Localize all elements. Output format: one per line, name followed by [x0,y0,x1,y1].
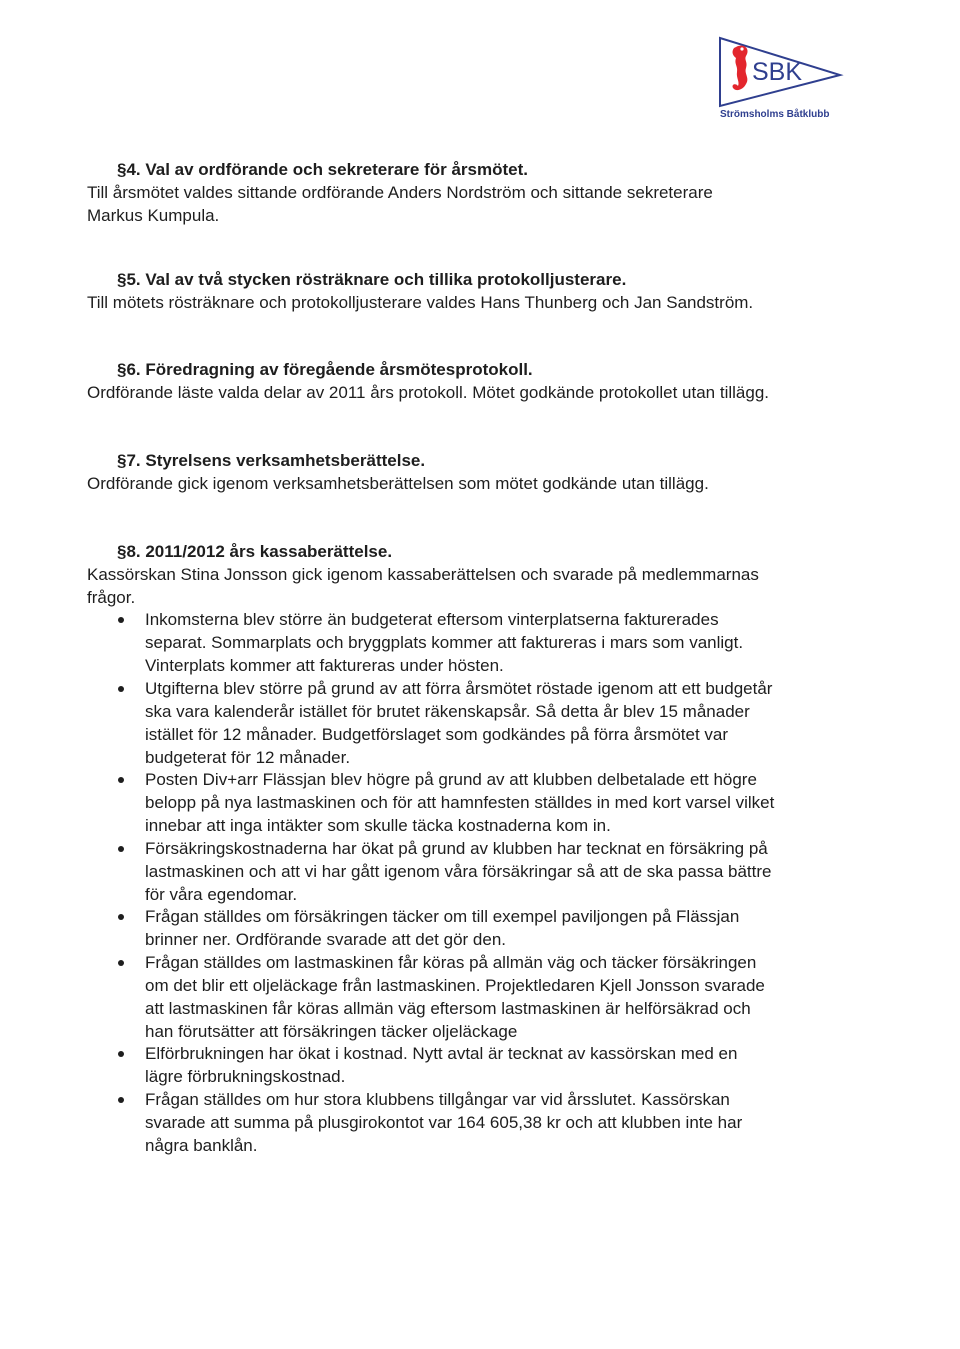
list-item-2-line-4: budgeterat för 12 månader. [145,748,351,767]
bullet-dot [118,777,124,783]
list-item-3-line-2: belopp på nya lastmaskinen och för att hamnfesten ställdes in med kort varsel vilket [145,793,775,812]
list-item-3-line-3: innebar att inga intäkter som skulle täcka kostnaderna kom in. [145,816,611,835]
list-item-4-line-2: lastmaskinen och att vi har gått igenom våra försäkringar så att de ska passa bättre [145,862,772,881]
bullet-dot [118,617,124,623]
list-item-1-line-2: separat. Sommarplats och bryggplats kommer att faktureras i mars som vanligt. [145,633,744,652]
list-item-5-line-2: brinner ner. Ordförande svarade att det gör den. [145,930,507,949]
list-item-6-line-1: Frågan ställdes om lastmaskinen får köras på allmän väg och täcker försäkringen [145,953,757,972]
section-7-line-1: Ordförande gick igenom verksamhetsberättelsen som mötet godkände utan tillägg. [87,474,709,493]
logo-club-name: Strömsholms Båtklubb [720,109,830,120]
list-item-2-line-1: Utgifterna blev större på grund av att förra årsmötet röstade igenom att ett budgetår [145,679,773,698]
bullet-dot [118,686,124,692]
list-item-2-line-3: istället för 12 månader. Budgetförslaget som godkändes på förra årsmötet var [145,725,729,744]
list-item-8-line-1: Frågan ställdes om hur stora klubbens tillgångar var vid årsslutet. Kassörskan [145,1090,730,1109]
section-6-line-1: Ordförande läste valda delar av 2011 års protokoll. Mötet godkände protokollet utan tillägg. [87,383,769,402]
list-item-2-line-2: ska vara kalenderår istället för brutet räkenskapsår. Så detta år blev 15 månader [145,702,750,721]
list-item-8-line-3: några banklån. [145,1136,258,1155]
list-item-8-line-2: svarade att summa på plusgirokontot var 164 605,38 kr och att klubben inte har [145,1113,743,1132]
list-item-4-line-1: Försäkringskostnaderna har ökat på grund av klubben har tecknat en försäkring på [145,839,768,858]
section-6-heading: §6. Föredragning av föregående årsmötesprotokoll. [117,360,533,379]
bullet-dot [118,960,124,966]
logo-abbr: SBK [752,58,803,86]
section-7-heading: §7. Styrelsens verksamhetsberättelse. [117,451,426,470]
list-item-6-line-3: att lastmaskinen får köras allmän väg eftersom lastmaskinen är helförsäkrad och [145,999,751,1018]
section-4-line-2: Markus Kumpula. [87,206,220,225]
list-item-4-line-3: för våra egendomar. [145,885,298,904]
list-item-3-line-1: Posten Div+arr Flässjan blev högre på grund av att klubben delbetalade ett högre [145,770,757,789]
list-item-6-line-4: han förutsätter att försäkringen täcker oljeläckage [145,1022,518,1041]
section-8-line-2: frågor. [87,588,136,607]
section-5-line-1: Till mötets rösträknare och protokolljusterare valdes Hans Thunberg och Jan Sandström. [87,293,754,312]
list-item-1-line-1: Inkomsterna blev större än budgeterat eftersom vinterplatserna fakturerades [145,610,719,629]
list-item-1-line-3: Vinterplats kommer att faktureras under hösten. [145,656,504,675]
bullet-dot [118,846,124,852]
list-item-7-line-1: Elförbrukningen har ökat i kostnad. Nytt avtal är tecknat av kassörskan med en [145,1044,738,1063]
list-item-7-line-2: lägre förbrukningskostnad. [145,1067,346,1086]
club-logo [716,36,876,128]
section-8-heading: §8. 2011/2012 års kassaberättelse. [117,542,393,561]
bullet-dot [118,1051,124,1057]
section-8-line-1: Kassörskan Stina Jonsson gick igenom kassaberättelsen och svarade på medlemmarnas [87,565,759,584]
section-4-line-1: Till årsmötet valdes sittande ordförande Anders Nordström och sittande sekreterare [87,183,713,202]
section-4-heading: §4. Val av ordförande och sekreterare för årsmötet. [117,160,529,179]
bullet-dot [118,914,124,920]
list-item-6-line-2: om det blir ett oljeläckage från lastmaskinen. Projektledaren Kjell Jonsson svarade [145,976,765,995]
bullet-dot [118,1097,124,1103]
list-item-5-line-1: Frågan ställdes om försäkringen täcker om till exempel paviljongen på Flässjan [145,907,740,926]
section-5-heading: §5. Val av två stycken rösträknare och tillika protokolljusterare. [117,270,627,289]
